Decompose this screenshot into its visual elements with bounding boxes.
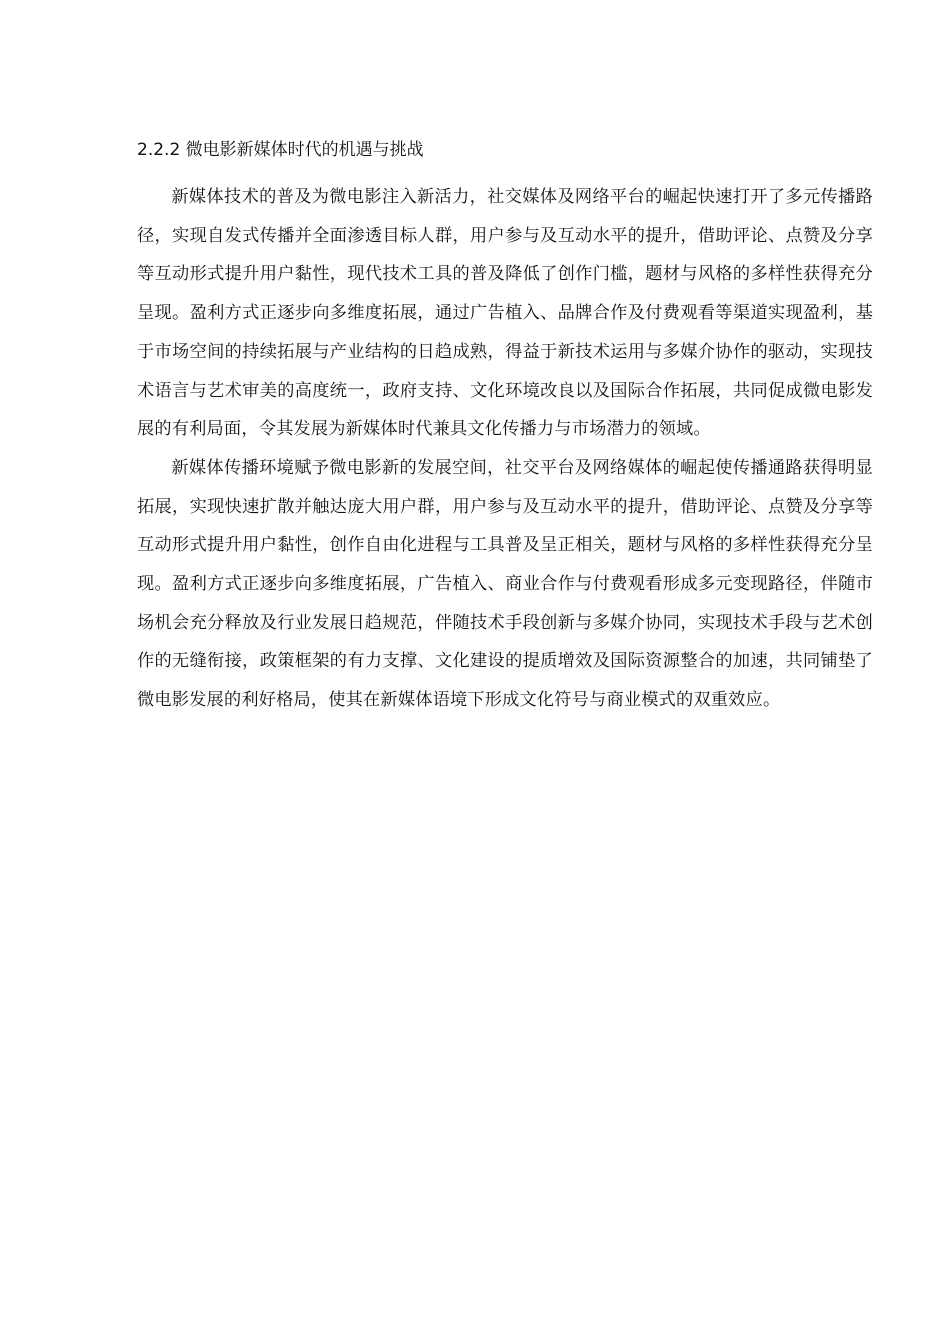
- section-heading: 2.2.2 微电影新媒体时代的机遇与挑战: [137, 140, 424, 160]
- body-paragraph-1: 新媒体技术的普及为微电影注入新活力，社交媒体及网络平台的崛起快速打开了多元传播路径，实现自发式传播并全面渗透目标人群，用户参与及互动水平的提升，借助评论、点赞及分享等互动形式提升用户黏性，现代技术工具的普及降低了创作门槛，题材与风格的多样性获得充分呈现。盈利方式正逐步向多维度拓展，通过广告植入、品牌合作及付费观看等渠道实现盈利，基于市场空间的持续拓展与产业结构的日趋成熟，得益于新技术运用与多媒介协作的驱动，实现技术语言与艺术审美的高度统一，政府支持、文化环境改良以及国际合作拓展，共同促成微电影发展的有利局面，令其发展为新媒体时代兼具文化传播力与市场潜力的领域。: [137, 187, 873, 440]
- body-paragraph-2: 新媒体传播环境赋予微电影新的发展空间，社交平台及网络媒体的崛起使传播通路获得明显拓展，实现快速扩散并触达庞大用户群，用户参与及互动水平的提升，借助评论、点赞及分享等互动形式提升用户黏性，创作自由化进程与工具普及呈正相关，题材与风格的多样性获得充分呈现。盈利方式正逐步向多维度拓展，广告植入、商业合作与付费观看形成多元变现路径，伴随市场机会充分释放及行业发展日趋规范，伴随技术手段创新与多媒介协同，实现技术手段与艺术创作的无缝衔接，政策框架的有力支撑、文化建设的提质增效及国际资源整合的加速，共同铺垫了微电影发展的利好格局，使其在新媒体语境下形成文化符号与商业模式的双重效应。: [137, 457, 873, 711]
- page-content: [137, 136, 873, 720]
